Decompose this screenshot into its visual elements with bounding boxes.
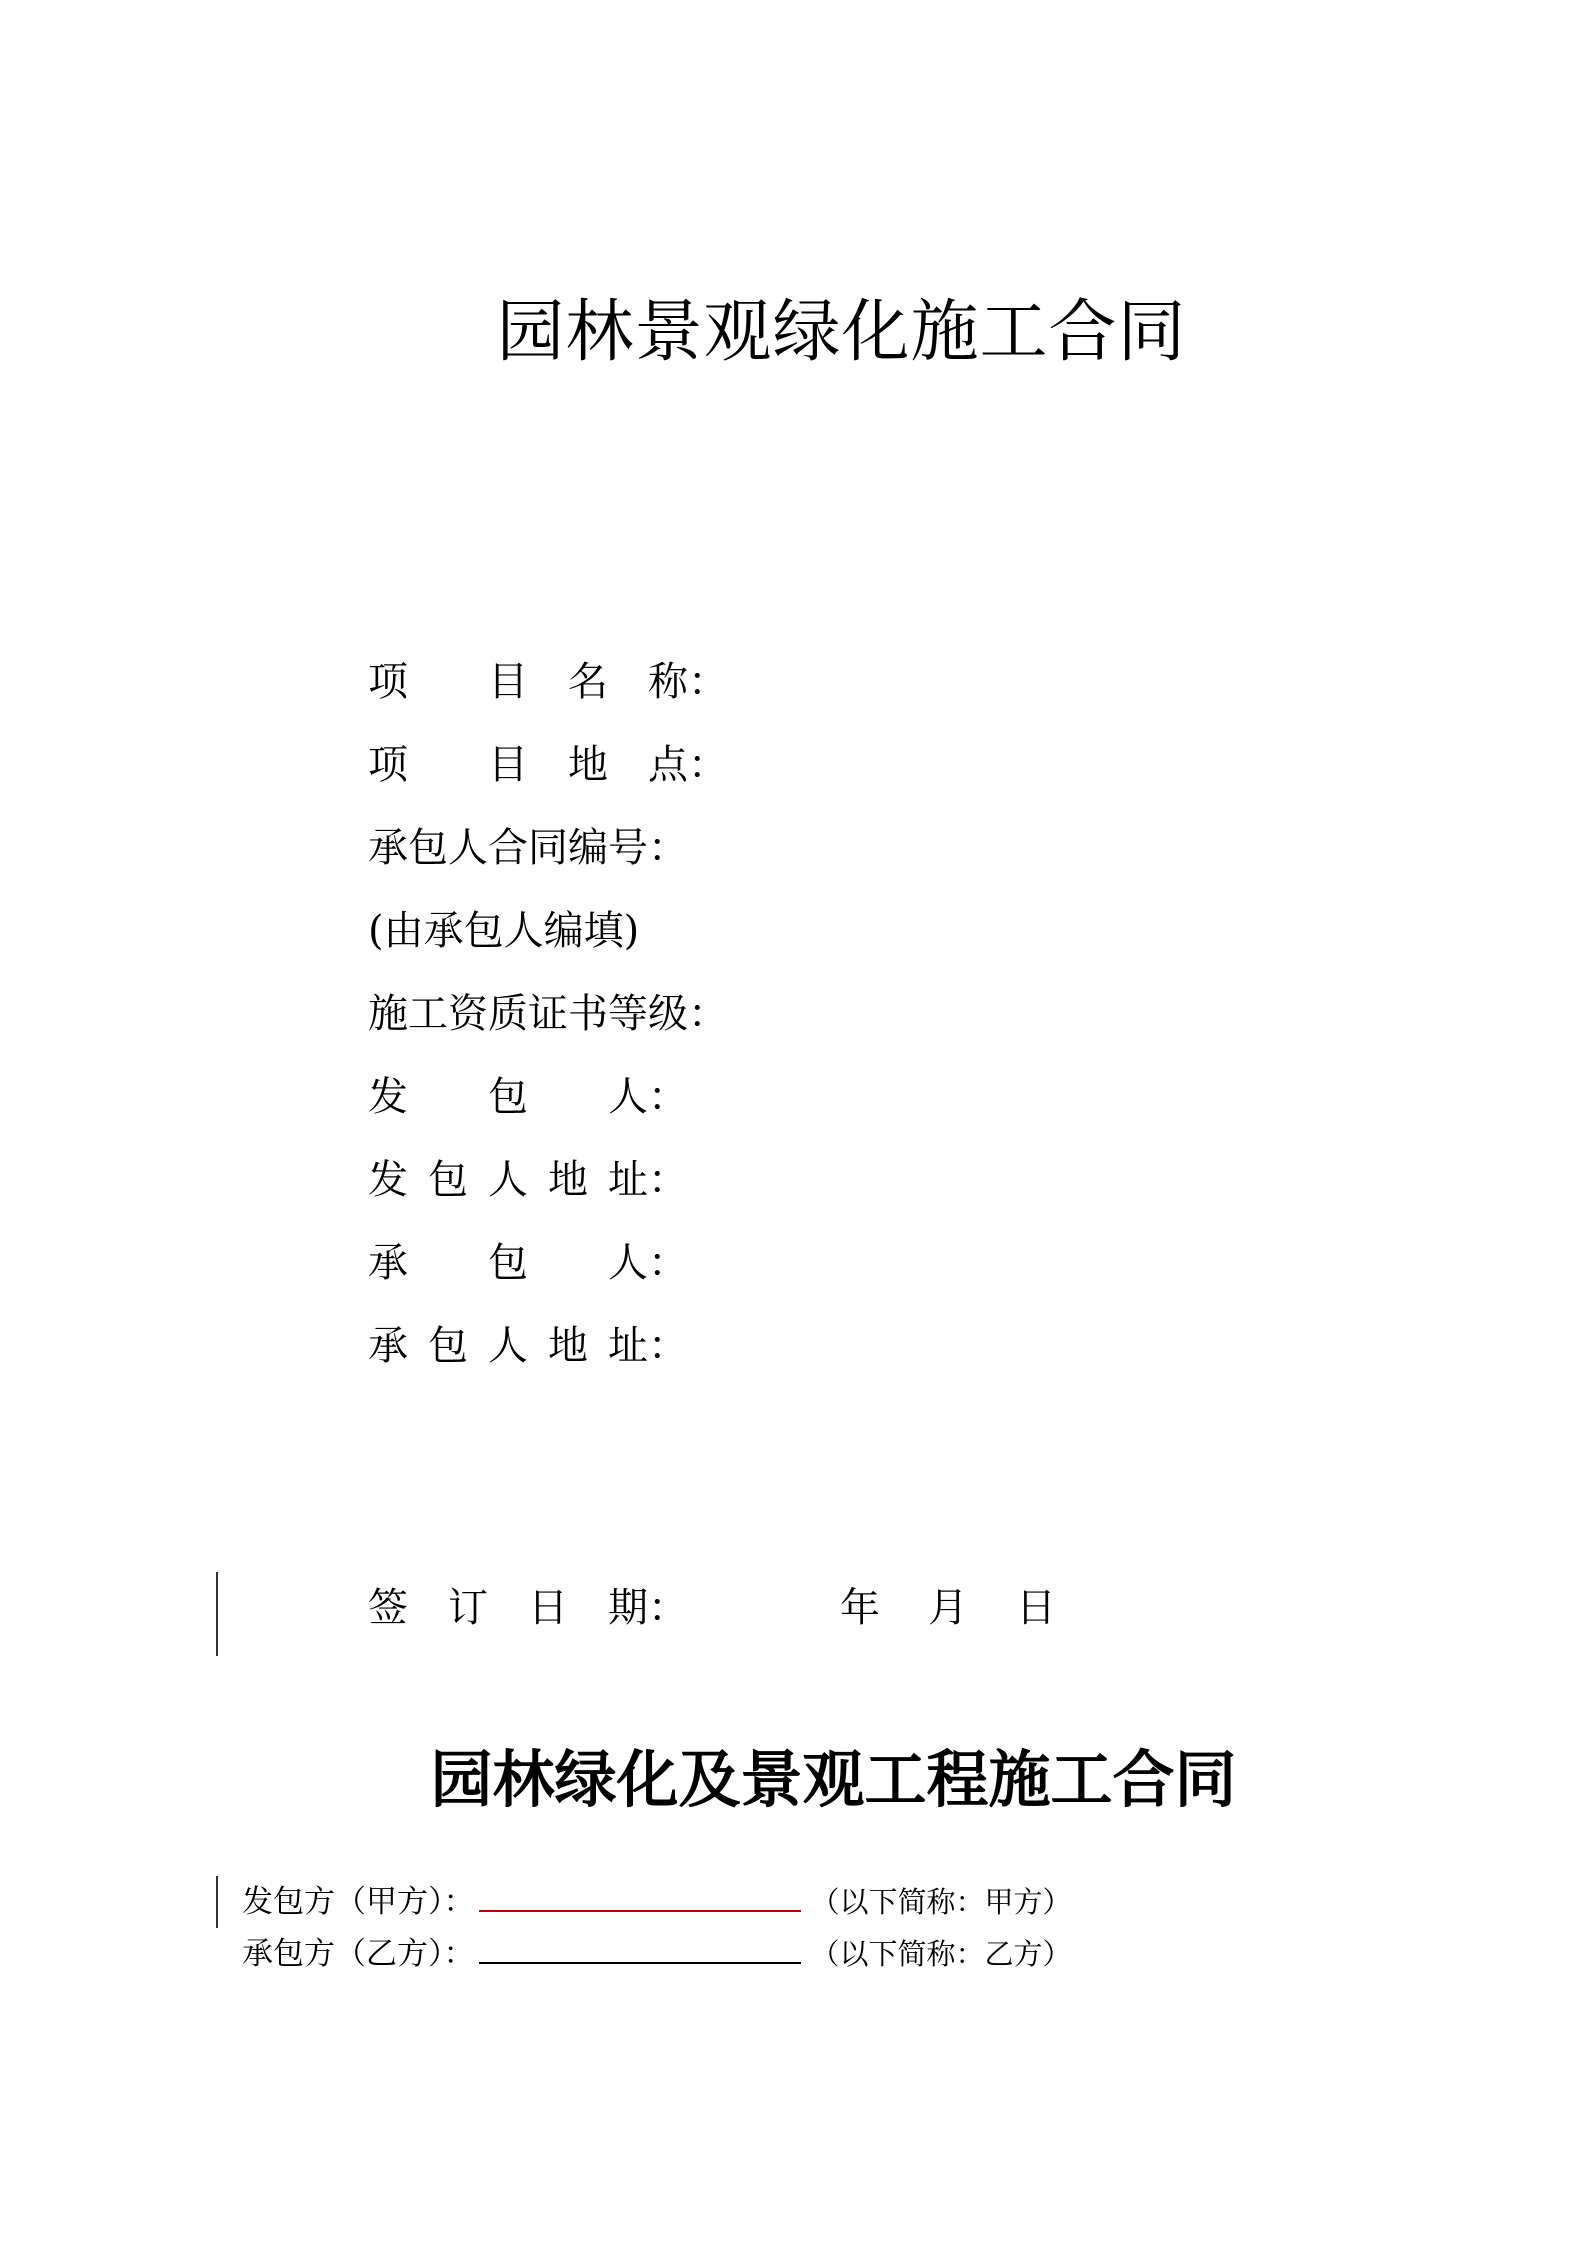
employer-field	[368, 1069, 688, 1125]
cover-title-text: 园林景观绿化施工合同	[496, 293, 1187, 372]
contract-title-text: 园林绿化及景观工程施工合同	[430, 1743, 1237, 1816]
margin-change-bar	[216, 1572, 218, 1656]
signing-date-field	[368, 1580, 688, 1636]
party-b-label: 承包方（乙方）：	[242, 1936, 475, 1972]
contractor-label: 承 包 人：	[368, 1240, 688, 1286]
project-name-field	[368, 654, 728, 710]
employer-address-label: 发 包 人 地 址：	[368, 1157, 688, 1203]
signing-year: 年	[840, 1585, 880, 1631]
party-a-line	[242, 1880, 1072, 1924]
cover-title	[0, 288, 1587, 378]
project-location-label: 项 目 地 点：	[368, 742, 728, 788]
employer-address-field	[368, 1152, 688, 1208]
signing-day: 日	[1016, 1585, 1056, 1631]
qualification-grade-label: 施工资质证书等级：	[368, 991, 728, 1037]
party-a-abbreviation: （以下简称：甲方）	[810, 1885, 1072, 1919]
filled-by-contractor-note	[368, 903, 639, 959]
contractor-address-label: 承 包 人 地 址：	[368, 1323, 688, 1369]
project-name-label: 项 目 名 称：	[368, 659, 728, 705]
signing-date-parts	[840, 1580, 1056, 1636]
party-b-blank	[479, 1932, 801, 1964]
contractor-address-field	[368, 1318, 688, 1374]
contract-title	[0, 1738, 1587, 1822]
contractor-contract-number-label: 承包人合同编号：	[368, 825, 688, 871]
party-b-line	[242, 1932, 1072, 1976]
signing-month: 月	[928, 1585, 968, 1631]
qualification-grade-field	[368, 986, 728, 1042]
contractor-field	[368, 1235, 688, 1291]
party-a-blank	[479, 1880, 801, 1912]
party-a-label: 发包方（甲方）：	[242, 1884, 475, 1920]
signing-date-label: 签 订 日 期：	[368, 1585, 688, 1631]
party-b-abbreviation: （以下简称：乙方）	[810, 1937, 1072, 1971]
contractor-contract-number-field	[368, 820, 688, 876]
project-location-field	[368, 737, 728, 793]
filled-by-contractor-label: (由承包人编填)	[368, 908, 640, 954]
margin-change-bar-2	[216, 1876, 218, 1928]
employer-label: 发 包 人：	[368, 1074, 688, 1120]
